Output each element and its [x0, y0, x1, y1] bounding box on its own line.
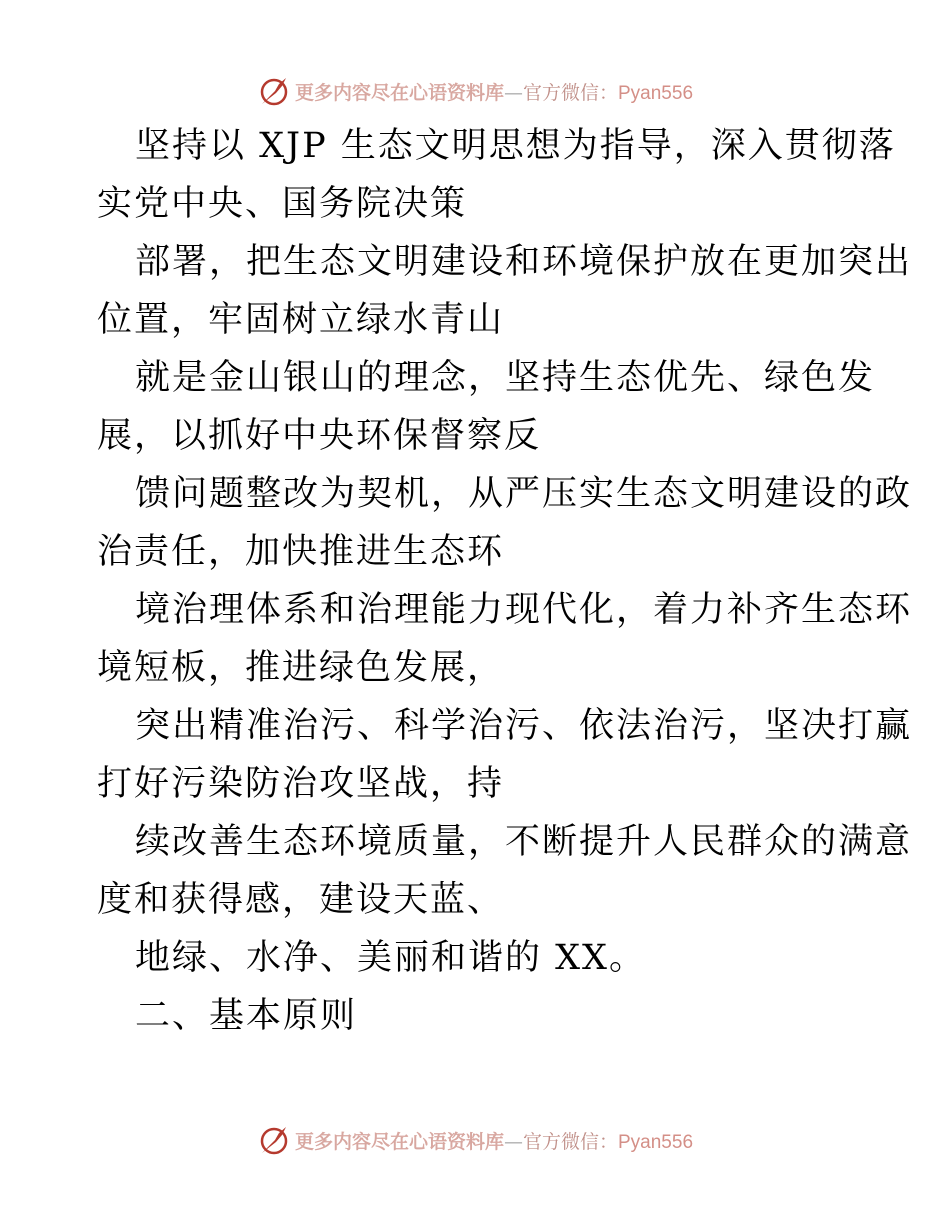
body-line: 境短板，推进绿色发展， [97, 648, 505, 688]
header-banner [0, 71, 950, 111]
footer-banner-wechat-id: Pyan556 [618, 1131, 694, 1153]
body-line: 打好污染防治攻坚战，持 [97, 764, 505, 804]
header-banner-separator: — [503, 81, 523, 104]
footer-banner-main: 更多内容尽在心语资料库 [294, 1130, 504, 1153]
body-line: 展，以抓好中央环保督察反 [97, 416, 542, 456]
footer-banner-wechat-label: 官方微信： [522, 1130, 618, 1153]
quill-pen-logo-icon [257, 74, 291, 108]
body-line: 坚持以 XJP 生态文明思想为指导，深入贯彻落 [135, 126, 896, 166]
body-line: 部署，把生态文明建设和环境保护放在更加突出 [135, 242, 913, 282]
header-banner-text [295, 78, 693, 105]
header-banner-main: 更多内容尽在心语资料库 [294, 81, 504, 104]
body-line: 度和获得感，建设天蓝、 [97, 880, 505, 920]
header-banner-wechat-id: Pyan556 [618, 82, 694, 104]
body-line: 境治理体系和治理能力现代化，着力补齐生态环 [135, 590, 913, 630]
body-line: 馈问题整改为契机，从严压实生态文明建设的政 [135, 474, 913, 514]
body-line: 突出精准治污、科学治污、依法治污，坚决打赢 [135, 706, 913, 746]
footer-banner-separator: — [503, 1130, 523, 1153]
body-line: 治责任，加快推进生态环 [97, 532, 505, 572]
footer-banner-text [295, 1127, 693, 1154]
quill-pen-logo-icon [257, 1123, 291, 1157]
body-line: 实党中央、国务院决策 [97, 184, 468, 224]
header-banner-wechat-label: 官方微信： [522, 81, 618, 104]
body-line: 续改善生态环境质量，不断提升人民群众的满意 [135, 822, 913, 862]
section-heading: 二、基本原则 [135, 996, 358, 1036]
body-line: 位置，牢固树立绿水青山 [97, 300, 505, 340]
body-line: 地绿、水净、美丽和谐的 XX。 [135, 938, 646, 978]
body-line: 就是金山银山的理念，坚持生态优先、绿色发 [135, 358, 876, 398]
footer-banner [0, 1120, 950, 1160]
